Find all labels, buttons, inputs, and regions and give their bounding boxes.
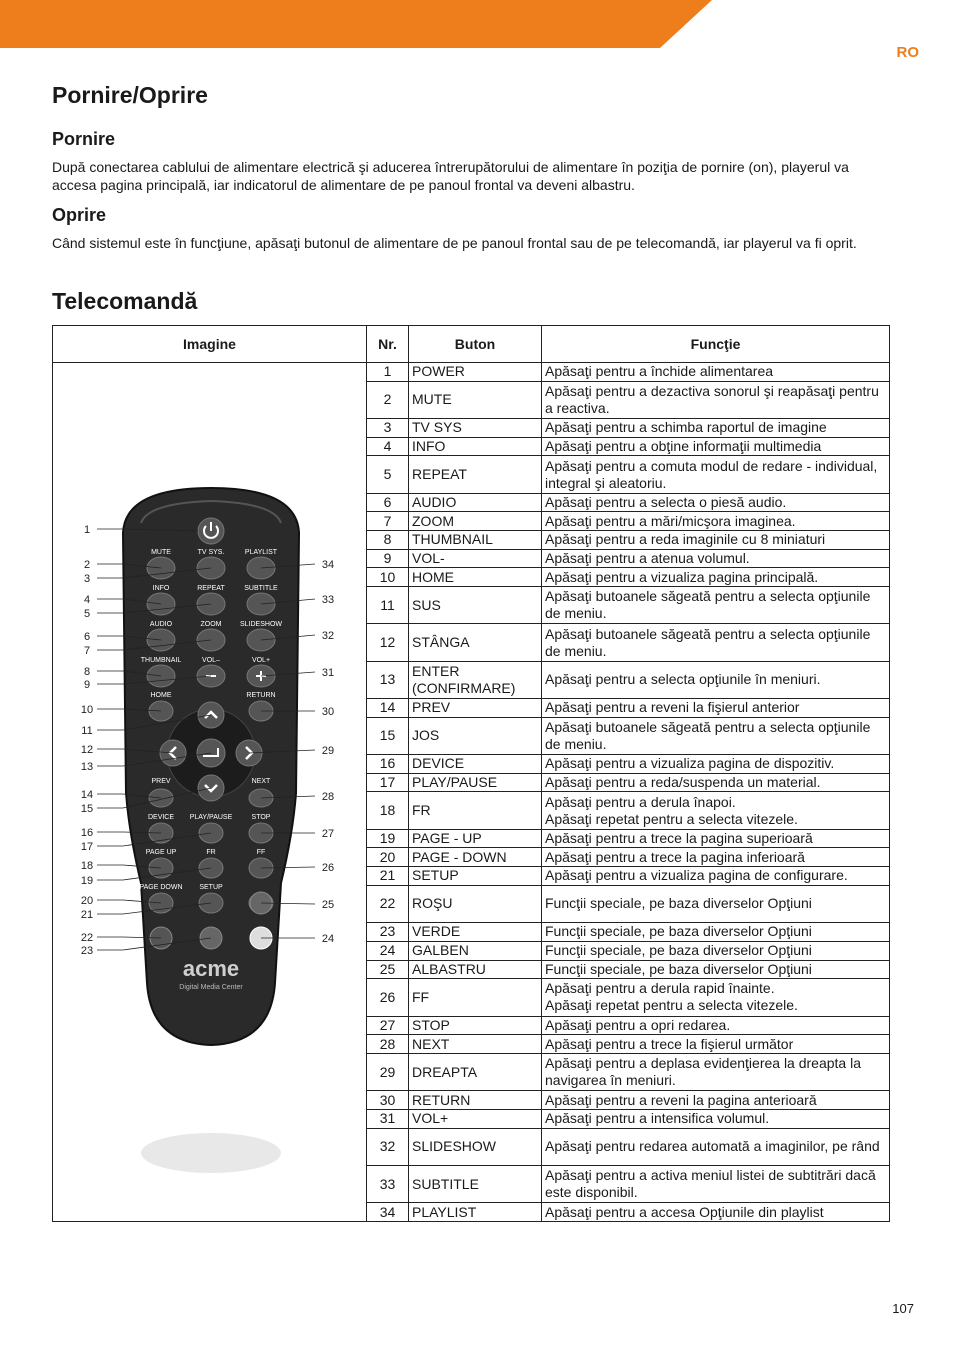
callout-label: 27 xyxy=(321,828,335,840)
col-imagine: Imagine xyxy=(53,326,367,363)
callout-label: 1 xyxy=(83,524,91,536)
cell-functie: Apăsaţi pentru a trece la pagina inferioară xyxy=(542,848,890,867)
callout-label: 6 xyxy=(83,631,91,643)
callout-label: 7 xyxy=(83,645,91,657)
cell-nr: 18 xyxy=(367,792,409,829)
cell-buton: ROŞU xyxy=(409,885,542,922)
cell-buton: FR xyxy=(409,792,542,829)
cell-functie: Apăsaţi pentru a selecta o piesă audio. xyxy=(542,493,890,512)
callout-label: 21 xyxy=(80,909,94,921)
cell-functie: Apăsaţi pentru a deplasa evidenţierea la dreapta la navigarea în meniuri. xyxy=(542,1053,890,1090)
cell-buton: DREAPTA xyxy=(409,1053,542,1090)
callout-label: 15 xyxy=(80,803,94,815)
cell-nr: 3 xyxy=(367,419,409,438)
cell-buton: NEXT xyxy=(409,1035,542,1054)
cell-buton: SETUP xyxy=(409,867,542,886)
col-functie: Funcţie xyxy=(542,326,890,363)
cell-nr: 25 xyxy=(367,960,409,979)
callout-label: 28 xyxy=(321,791,335,803)
remote-key-label: FF xyxy=(256,849,266,856)
callout-label: 32 xyxy=(321,630,335,642)
cell-nr: 2 xyxy=(367,381,409,418)
callout-label: 3 xyxy=(83,573,91,585)
remote-key-label: HOME xyxy=(150,692,172,699)
cell-nr: 19 xyxy=(367,829,409,848)
cell-functie: Apăsaţi pentru a opri redarea. xyxy=(542,1016,890,1035)
remote-key-label: REPEAT xyxy=(197,585,225,592)
cell-functie: Apăsaţi pentru a vizualiza pagina de configurare. xyxy=(542,867,890,886)
callout-label: 2 xyxy=(83,559,91,571)
remote-key-label: STOP xyxy=(251,814,271,821)
cell-nr: 5 xyxy=(367,456,409,493)
cell-buton: PREV xyxy=(409,699,542,718)
callout-label: 29 xyxy=(321,745,335,757)
table-row xyxy=(53,363,890,382)
callout-label: 26 xyxy=(321,862,335,874)
col-nr: Nr. xyxy=(367,326,409,363)
cell-functie: Funcţii speciale, pe baza diverselor Opţiuni xyxy=(542,923,890,942)
cell-buton: JOS xyxy=(409,717,542,754)
cell-functie: Apăsaţi pentru a închide alimentarea xyxy=(542,363,890,382)
remote-key-label: PLAY/PAUSE xyxy=(189,814,233,821)
cell-functie: Apăsaţi pentru a trece la pagina superioară xyxy=(542,829,890,848)
cell-buton: DEVICE xyxy=(409,755,542,774)
callout-label: 20 xyxy=(80,895,94,907)
remote-key-label: VOL– xyxy=(202,657,220,664)
remote-key-label: THUMBNAIL xyxy=(140,657,182,664)
cell-buton: SLIDESHOW xyxy=(409,1128,542,1165)
brand-logo: acme xyxy=(182,956,240,981)
telecomanda-heading: Telecomandă xyxy=(52,288,198,314)
cell-nr: 9 xyxy=(367,549,409,568)
remote-key-label: PAGE UP xyxy=(145,849,177,856)
callout-label: 12 xyxy=(80,744,94,756)
remote-key-label: SETUP xyxy=(199,884,223,891)
cell-nr: 21 xyxy=(367,867,409,886)
cell-buton: VOL+ xyxy=(409,1109,542,1128)
cell-functie: Apăsaţi pentru a comuta modul de redare - individual, integral şi aleatoriu. xyxy=(542,456,890,493)
remote-table xyxy=(52,325,890,1222)
cell-nr: 26 xyxy=(367,979,409,1016)
cell-functie: Apăsaţi butoanele săgeată pentru a selecta opţiunile de meniu. xyxy=(542,717,890,754)
cell-buton: PAGE - DOWN xyxy=(409,848,542,867)
remote-key-label: INFO xyxy=(152,585,170,592)
cell-functie: Apăsaţi pentru a obţine informaţii multimedia xyxy=(542,437,890,456)
cell-buton: STÂNGA xyxy=(409,624,542,661)
cell-buton: GALBEN xyxy=(409,941,542,960)
callout-label: 34 xyxy=(321,559,335,571)
cell-buton: THUMBNAIL xyxy=(409,531,542,550)
callout-label: 25 xyxy=(321,899,335,911)
pornire-text: După conectarea cablului de alimentare electrică şi aducerea întrerupătorului de alimentare în poziţia de pornire (on), playerul va accesa pagina principală, iar indicatorul de alimentare de pe panoul frontal va deveni albastru. xyxy=(52,159,849,193)
callout-label: 11 xyxy=(81,725,93,737)
oprire-text: Când sistemul este în funcţiune, apăsaţi butonul de alimentare de pe panoul frontal sau de pe telecomandă, iar playerul va fi oprit. xyxy=(52,235,857,251)
remote-shadow xyxy=(141,1133,281,1173)
cell-buton: STOP xyxy=(409,1016,542,1035)
cell-buton: SUS xyxy=(409,587,542,624)
cell-nr: 6 xyxy=(367,493,409,512)
cell-nr: 15 xyxy=(367,717,409,754)
cell-nr: 27 xyxy=(367,1016,409,1035)
cell-nr: 1 xyxy=(367,363,409,382)
cell-nr: 29 xyxy=(367,1053,409,1090)
cell-nr: 16 xyxy=(367,755,409,774)
cell-nr: 8 xyxy=(367,531,409,550)
remote-key-label: FR xyxy=(206,849,216,856)
cell-buton: SUBTITLE xyxy=(409,1165,542,1202)
cell-buton: VOL- xyxy=(409,549,542,568)
cell-functie: Apăsaţi pentru a derula rapid înainte. Apăsaţi repetat pentru a selecta vitezele. xyxy=(542,979,890,1016)
cell-buton: FF xyxy=(409,979,542,1016)
callout-label: 18 xyxy=(80,860,94,872)
brand-subtitle: Digital Media Center xyxy=(179,984,243,991)
cell-functie: Apăsaţi pentru a activa meniul listei de subtitrări dacă este disponibil. xyxy=(542,1165,890,1202)
callout-label: 23 xyxy=(80,945,94,957)
cell-functie: Apăsaţi pentru a intensifica volumul. xyxy=(542,1109,890,1128)
remote-key-label: MUTE xyxy=(151,549,171,556)
cell-nr: 32 xyxy=(367,1128,409,1165)
cell-nr: 33 xyxy=(367,1165,409,1202)
cell-functie: Funcţii speciale, pe baza diverselor Opţiuni xyxy=(542,960,890,979)
remote-key-label: DEVICE xyxy=(147,814,175,821)
cell-functie: Apăsaţi pentru a reda imaginile cu 8 miniaturi xyxy=(542,531,890,550)
callout-label: 13 xyxy=(80,761,94,773)
cell-functie: Apăsaţi pentru a vizualiza pagina de dispozitiv. xyxy=(542,755,890,774)
cell-functie: Apăsaţi pentru a derula înapoi. Apăsaţi repetat pentru a selecta vitezele. xyxy=(542,792,890,829)
col-buton: Buton xyxy=(409,326,542,363)
cell-nr: 34 xyxy=(367,1203,409,1222)
cell-buton: PAGE - UP xyxy=(409,829,542,848)
remote-illustration xyxy=(53,363,366,1221)
cell-buton: POWER xyxy=(409,363,542,382)
cell-nr: 22 xyxy=(367,885,409,922)
remote-key-label: VOL+ xyxy=(251,657,271,664)
cell-nr: 7 xyxy=(367,512,409,531)
cell-functie: Apăsaţi butoanele săgeată pentru a selecta opţiunile de meniu. xyxy=(542,624,890,661)
cell-nr: 10 xyxy=(367,568,409,587)
callout-label: 30 xyxy=(321,706,335,718)
callout-label: 14 xyxy=(80,789,94,801)
callout-label: 31 xyxy=(321,667,335,679)
callout-label: 17 xyxy=(80,841,94,853)
cell-functie: Apăsaţi butoanele săgeată pentru a selecta opţiunile de meniu. xyxy=(542,587,890,624)
callout-label: 9 xyxy=(83,679,91,691)
remote-key-label: RETURN xyxy=(246,692,276,699)
remote-key-label: ZOOM xyxy=(200,621,222,628)
remote-key-label: SLIDESHOW xyxy=(239,621,283,628)
cell-nr: 30 xyxy=(367,1091,409,1110)
cell-functie: Apăsaţi pentru a dezactiva sonorul şi reapăsaţi pentru a reactiva. xyxy=(542,381,890,418)
cell-functie: Apăsaţi pentru a selecta opţiunile în meniuri. xyxy=(542,661,890,698)
remote-key-label: PLAYLIST xyxy=(244,549,278,556)
cell-buton: INFO xyxy=(409,437,542,456)
callout-label: 16 xyxy=(80,827,94,839)
cell-functie: Apăsaţi pentru a schimba raportul de imagine xyxy=(542,419,890,438)
cell-nr: 20 xyxy=(367,848,409,867)
page-number: 107 xyxy=(892,1301,914,1316)
cell-functie: Apăsaţi pentru a vizualiza pagina principală. xyxy=(542,568,890,587)
cell-functie: Apăsaţi pentru a mări/micşora imaginea. xyxy=(542,512,890,531)
cell-buton: ALBASTRU xyxy=(409,960,542,979)
cell-nr: 17 xyxy=(367,773,409,792)
callout-label: 10 xyxy=(80,704,94,716)
cell-buton: TV SYS xyxy=(409,419,542,438)
cell-nr: 13 xyxy=(367,661,409,698)
cell-nr: 14 xyxy=(367,699,409,718)
cell-buton: PLAYLIST xyxy=(409,1203,542,1222)
cell-nr: 23 xyxy=(367,923,409,942)
callout-label: 33 xyxy=(321,594,335,606)
cell-buton: AUDIO xyxy=(409,493,542,512)
cell-buton: PLAY/PAUSE xyxy=(409,773,542,792)
cell-nr: 12 xyxy=(367,624,409,661)
cell-functie: Funcţii speciale, pe baza diverselor Opţiuni xyxy=(542,885,890,922)
remote-key-label: SUBTITLE xyxy=(244,585,278,592)
cell-nr: 4 xyxy=(367,437,409,456)
language-code: RO xyxy=(896,44,919,61)
cell-functie: Apăsaţi pentru a trece la fişierul următor xyxy=(542,1035,890,1054)
cell-functie: Funcţii speciale, pe baza diverselor Opţiuni xyxy=(542,941,890,960)
callout-label: 24 xyxy=(321,933,335,945)
header-orange-band xyxy=(0,0,954,50)
callout-label: 5 xyxy=(83,608,91,620)
cell-nr: 11 xyxy=(367,587,409,624)
cell-functie: Apăsaţi pentru a reda/suspenda un material. xyxy=(542,773,890,792)
callout-label: 22 xyxy=(80,932,94,944)
callout-label: 4 xyxy=(83,594,91,606)
cell-buton: RETURN xyxy=(409,1091,542,1110)
cell-functie: Apăsaţi pentru a accesa Opţiunile din playlist xyxy=(542,1203,890,1222)
cell-buton: MUTE xyxy=(409,381,542,418)
remote-key-label: NEXT xyxy=(251,778,271,785)
remote-key-label: AUDIO xyxy=(149,621,173,628)
cell-functie: Apăsaţi pentru a atenua volumul. xyxy=(542,549,890,568)
cell-functie: Apăsaţi pentru a reveni la pagina anterioară xyxy=(542,1091,890,1110)
remote-key-label: TV SYS. xyxy=(197,549,225,556)
cell-buton: ZOOM xyxy=(409,512,542,531)
remote-image-cell xyxy=(53,363,367,1222)
remote-key-label: PREV xyxy=(151,778,171,785)
callout-label: 19 xyxy=(80,875,94,887)
cell-buton: HOME xyxy=(409,568,542,587)
cell-buton: ENTER (CONFIRMARE) xyxy=(409,661,542,698)
cell-nr: 31 xyxy=(367,1109,409,1128)
pornire-heading: Pornire xyxy=(52,129,116,149)
cell-functie: Apăsaţi pentru redarea automată a imaginilor, pe rând xyxy=(542,1128,890,1165)
section-title: Pornire/Oprire xyxy=(52,82,208,108)
cell-nr: 24 xyxy=(367,941,409,960)
remote-key-label: PAGE DOWN xyxy=(139,884,183,891)
oprire-heading: Oprire xyxy=(52,205,107,225)
callout-label: 8 xyxy=(83,666,91,678)
cell-buton: VERDE xyxy=(409,923,542,942)
cell-nr: 28 xyxy=(367,1035,409,1054)
cell-buton: REPEAT xyxy=(409,456,542,493)
cell-functie: Apăsaţi pentru a reveni la fişierul anterior xyxy=(542,699,890,718)
